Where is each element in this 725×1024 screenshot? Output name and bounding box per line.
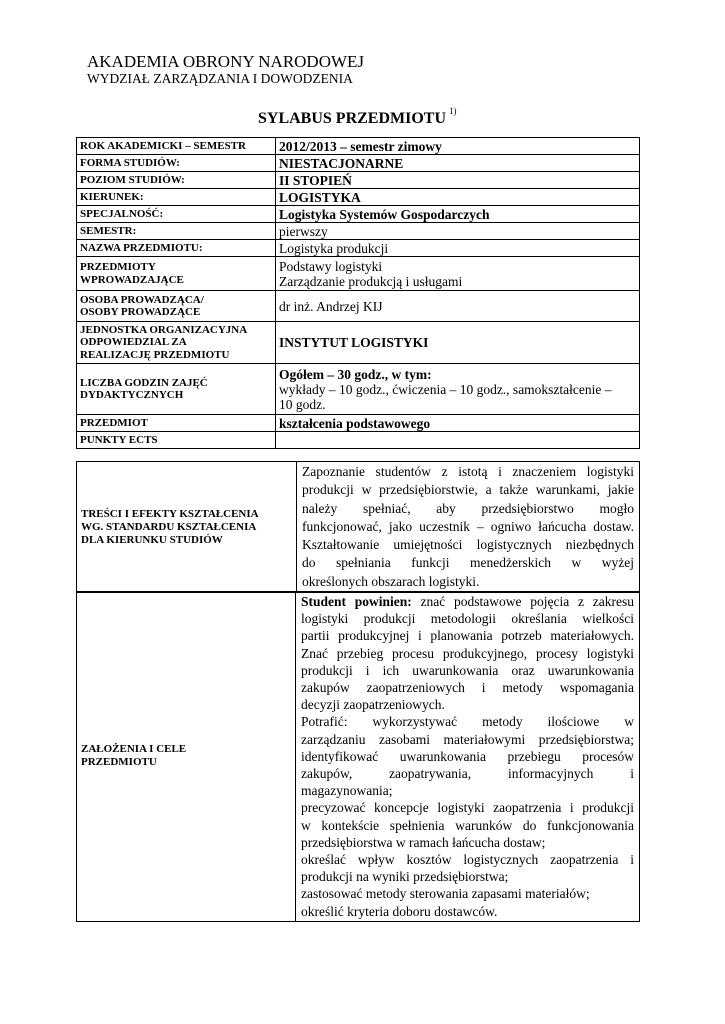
tresci-line: do spełniania funkcji menedżerskich w wyżej: [302, 555, 634, 571]
ects-value: [276, 432, 640, 449]
jednostka-label-line: ODPOWIEDZIAL ZA: [80, 336, 187, 349]
nazwa-label: NAZWA PRZEDMIOTU:: [77, 240, 276, 257]
zalozenia-line: logistyki produkcji metodologii określania wielkości: [301, 611, 634, 627]
wprowadzajace-label-line: WPROWADZAJĄCE: [80, 273, 184, 286]
zalozenia-line: zakupów zaopatrzeniowych i metody wspomagania: [301, 680, 634, 696]
osoba-label-line: OSOBY PROWADZĄCE: [80, 306, 201, 318]
zalozenia-line: zakupów, zaopatrywania, informacyjnych i: [301, 766, 634, 782]
godziny-breakdown-cont: 10 godz.: [279, 396, 326, 412]
godziny-value: [276, 364, 640, 415]
tresci-label-line: WG. STANDARDU KSZTAŁCENIA: [81, 520, 257, 533]
przedmiot-value: kształcenia podstawowego: [276, 415, 640, 432]
row-ects: [77, 432, 640, 449]
row-osoba: [77, 291, 640, 322]
jednostka-value: INSTYTUT LOGISTYKI: [276, 322, 640, 364]
row-kierunek: [77, 189, 640, 206]
row-forma: [77, 155, 640, 172]
osoba-value: dr inż. Andrzej KIJ: [276, 291, 640, 322]
przedmiot-label: PRZEDMIOT: [77, 415, 276, 432]
row-rok: [77, 138, 640, 155]
specjalnosc-label: SPECJALNOŚĆ:: [77, 206, 276, 223]
kierunek-label: KIERUNEK:: [77, 189, 276, 206]
zalozenia-line: magazynowania;: [301, 783, 393, 799]
specjalnosc-value: Logistyka Systemów Gospodarczych: [276, 206, 640, 223]
zalozenia-line: precyzować koncepcje logistyki zaopatrzenia i produkcji: [301, 800, 634, 816]
wprowadzajace-label: [77, 257, 276, 291]
row-przedmiot: [77, 415, 640, 432]
zalozenia-line: określić kryteria doboru dostawców.: [301, 903, 498, 919]
poziom-value: II STOPIEŃ: [276, 172, 640, 189]
godziny-label-line: LICZBA GODZIN ZAJĘĆ: [80, 376, 208, 389]
tresci-line: produkcji w przedsiębiorstwie, a także warunkami, jakie: [302, 482, 634, 498]
zalozenia-line: zarządzaniu zasobami materiałowymi przedsiębiorstwa;: [301, 731, 634, 747]
page-title: [258, 106, 457, 128]
faculty-name: WYDZIAŁ ZARZĄDZANIA I DOWODZENIA: [87, 71, 353, 86]
rok-value: 2012/2013 – semestr zimowy: [276, 138, 640, 155]
row-specjalnosc: [77, 206, 640, 223]
tresci-line: funkcjonować, jako uczestnik – ogniwo łańcucha dostaw.: [302, 518, 634, 534]
zalozenia-lead-bold: Student powinien:: [301, 594, 412, 609]
nazwa-value: Logistyka produkcji: [276, 240, 640, 257]
tresci-label: [77, 462, 297, 593]
row-nazwa: [77, 240, 640, 257]
jednostka-label: [77, 322, 276, 364]
poziom-label: POZIOM STUDIÓW:: [77, 172, 276, 189]
tresci-table: [76, 461, 640, 593]
wprowadzajace-label-line: PRZEDMIOTY: [80, 261, 156, 273]
zalozenia-line: identyfikować uwarunkowania przebiegu procesów: [301, 748, 634, 764]
course-info-table: [76, 137, 640, 449]
zalozenia-line: decyzji zaopatrzeniowych.: [301, 697, 445, 713]
row-wprowadzajace: [77, 257, 640, 291]
title-footnote: 1): [449, 106, 457, 116]
semestr-label: SEMESTR:: [77, 223, 276, 240]
zalozenia-line: Znać przebieg procesu produkcyjnego, procesy logistyki: [301, 645, 634, 661]
zalozenia-line: Potrafić: wykorzystywać metody ilościowe w: [301, 714, 634, 730]
row-godziny: [77, 364, 640, 415]
kierunek-value: LOGISTYKA: [276, 189, 640, 206]
title-text: SYLABUS PRZEDMIOTU: [258, 110, 447, 127]
semestr-value: pierwszy: [276, 223, 640, 240]
row-jednostka: [77, 322, 640, 364]
godziny-label: [77, 364, 276, 415]
academy-name: AKADEMIA OBRONY NARODOWEJ: [87, 52, 365, 71]
zalozenia-line: zastosować metody sterowania zapasami materiałów;: [301, 886, 590, 902]
tresci-row: [77, 462, 640, 593]
tresci-line: określonych obszarach logistyki.: [302, 573, 480, 589]
tresci-line: Zapoznanie studentów z istotą i znaczeniem logistyki: [302, 464, 634, 479]
godziny-breakdown: wykłady – 10 godz., ćwiczenia – 10 godz., samokształcenie –: [279, 381, 612, 397]
zalozenia-line: przedsiębiorstwa w ramach łańcucha dostaw;: [301, 834, 546, 850]
jednostka-label-line: JEDNOSTKA ORGANIZACYJNA: [80, 323, 248, 336]
forma-label: FORMA STUDIÓW:: [77, 155, 276, 172]
zalozenia-label-line: PRZEDMIOTU: [81, 756, 157, 769]
zalozenia-label: [77, 592, 296, 922]
zalozenia-lead-rest: znać podstawowe pojęcia z zakresu: [411, 594, 634, 609]
tresci-line: należy spełniać, aby przedsiębiorstwo mogło: [302, 500, 634, 516]
wprowadzajace-value-line: Podstawy logistyki: [279, 258, 383, 274]
zalozenia-line: produkcji i ich uwarunkowania oraz uwarunkowania: [301, 662, 634, 678]
tresci-label-line: TREŚCI I EFEKTY KSZTAŁCENIA: [81, 507, 259, 520]
zalozenia-lead: [301, 593, 634, 610]
jednostka-label-line: REALIZACJĘ PRZEDMIOTU: [80, 348, 230, 361]
rok-label: ROK AKADEMICKI – SEMESTR: [77, 138, 276, 155]
tresci-content: [297, 462, 640, 593]
tresci-label-line: DLA KIERUNKU STUDIÓW: [81, 533, 223, 546]
wprowadzajace-value: [276, 257, 640, 291]
zalozenia-label-line: ZAŁOŻENIA I CELE: [81, 743, 187, 756]
godziny-total: Ogółem – 30 godz., w tym:: [279, 366, 432, 382]
zalozenia-line: określać wpływ kosztów logistycznych zaopatrzenia i: [301, 852, 634, 868]
osoba-label: [77, 291, 276, 322]
zalozenia-row: [77, 592, 640, 922]
forma-value: NIESTACJONARNE: [276, 155, 640, 172]
row-poziom: [77, 172, 640, 189]
zalozenia-table: [76, 591, 640, 922]
wprowadzajace-value-line: Zarządzanie produkcją i usługami: [279, 273, 463, 289]
godziny-label-line: DYDAKTYCZNYCH: [80, 389, 184, 401]
zalozenia-content: [296, 592, 640, 922]
zalozenia-line: w kontekście spełnienia warunków do funkcjonowania: [301, 817, 634, 833]
osoba-label-line: OSOBA PROWADZĄCA/: [80, 293, 204, 306]
zalozenia-line: partii produkcyjnej i planowania potrzeb materiałowych.: [301, 628, 634, 644]
ects-label: PUNKTY ECTS: [77, 432, 276, 449]
tresci-line: Kształtowanie umiejętności logistycznych niezbędnych: [302, 537, 634, 553]
zalozenia-line: produkcji na wyniki przedsiębiorstwa;: [301, 869, 509, 885]
row-semestr: [77, 223, 640, 240]
